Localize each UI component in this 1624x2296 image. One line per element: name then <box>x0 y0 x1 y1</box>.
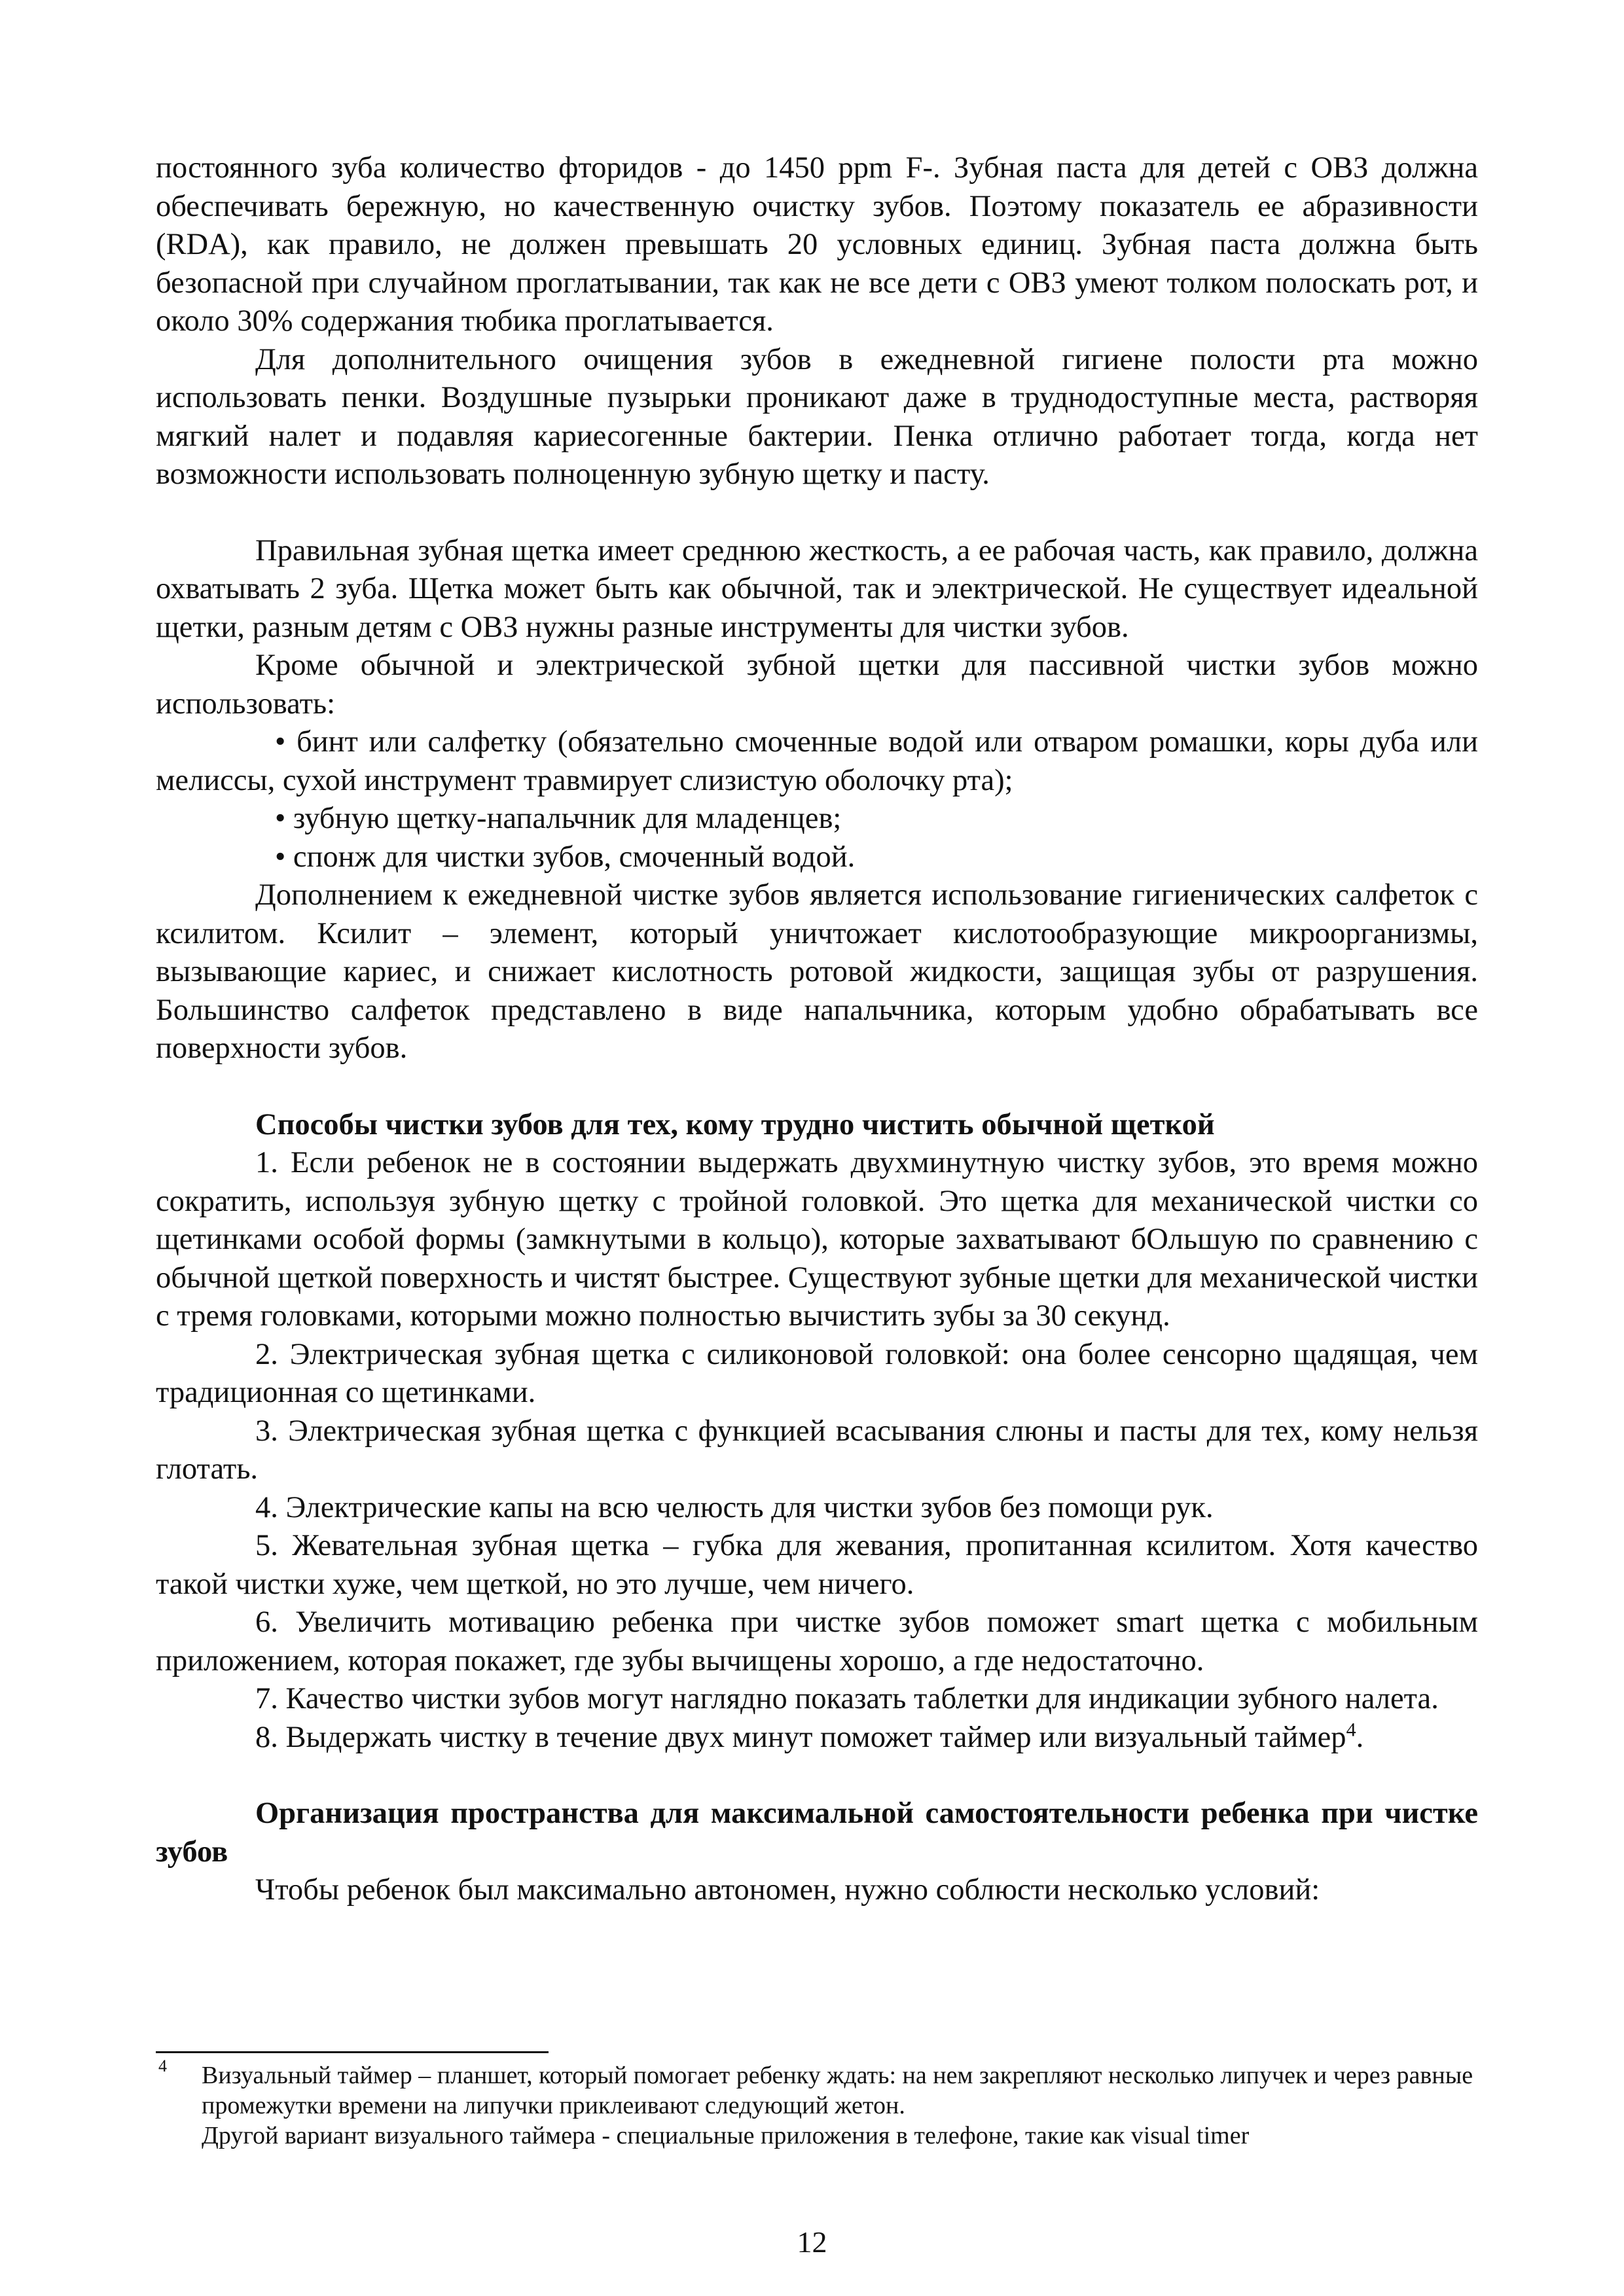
footnote-row <box>156 2056 1478 2121</box>
list-item: 4. Электрические капы на всю челюсть для чистки зубов без помощи рук. <box>255 1490 1214 1524</box>
list-item: 3. Электрическая зубная щетка с функцией всасывания слюны и пасты для тех, кому нельзя глотать. <box>156 1414 1478 1486</box>
spacer <box>156 494 1478 532</box>
bullet-finger-brush: • зубную щетку-напальчник для младенцев; <box>275 802 842 835</box>
page-body <box>156 149 1478 1910</box>
footnote <box>156 2056 1478 2151</box>
spacer <box>156 1757 1478 1795</box>
paragraph-passive-cleaning: Кроме обычной и электрической зубной щетки для пассивной чистки зубов можно использовать: <box>156 649 1478 721</box>
paragraph-foam: Для дополнительного очищения зубов в ежедневной гигиене полости рта можно использовать пенки. Воздушные пузырьки проникают даже в труднодоступные места, растворяя мягкий налет и подавляя кариесогенные бактерии. Пенка отлично работает тогда, когда нет возможности использовать полноценную зубную щетку и пасту. <box>156 342 1478 491</box>
paragraph-toothbrush: Правильная зубная щетка имеет среднюю жесткость, а ее рабочая часть, как правило, должна охватывать 2 зуба. Щетка может быть как обычной, так и электрической. Не существует идеальной щетки, разным детям с ОВЗ нужны разные инструменты для чистки зубов. <box>156 533 1478 644</box>
spacer <box>156 1068 1478 1106</box>
list-item-end: . <box>1356 1720 1364 1754</box>
list-item-text: 8. Выдержать чистку в течение двух минут поможет таймер или визуальный таймер <box>255 1720 1346 1754</box>
bullet-bandage: • бинт или салфетку (обязательно смоченные водой или отваром ромашки, коры дуба или мелиссы, сухой инструмент травмирует слизистую оболочку рта); <box>156 725 1478 797</box>
list-item: 5. Жевательная зубная щетка – губка для жевания, пропитанная ксилитом. Хотя качество такой чистки хуже, чем щеткой, но это лучше, чем ничего. <box>156 1529 1478 1601</box>
footnote-mark: 4 <box>158 2056 167 2075</box>
list-item: 7. Качество чистки зубов могут наглядно показать таблетки для индикации зубного налета. <box>255 1682 1439 1715</box>
bullet-sponge: • спонж для чистки зубов, смоченный водой. <box>275 840 856 874</box>
paragraph-conditions: Чтобы ребенок был максимально автономен, нужно соблюсти несколько условий: <box>255 1873 1320 1907</box>
list-item: 2. Электрическая зубная щетка с силиконовой головкой: она более сенсорно щадящая, чем традиционная со щетинками. <box>156 1337 1478 1409</box>
list-item: 1. Если ребенок не в состоянии выдержать двухминутную чистку зубов, это время можно сократить, используя зубную щетку с тройной головкой. Это щетка для механической чистки со щетинками особой формы (замкнутыми в кольцо), которые захватывают бОльшую по сравнению с обычной щеткой поверхность и чистят быстрее. Существуют зубные щетки для механической чистки с тремя головками, которыми можно полностью вычистить зубы за 30 секунд. <box>156 1146 1478 1333</box>
section-heading-cleaning-methods: Способы чистки зубов для тех, кому трудно чистить обычной щеткой <box>255 1107 1215 1141</box>
section-heading-space-organization: Организация пространства для максимальной самостоятельности ребенка при чистке зубов <box>156 1797 1478 1869</box>
list-item <box>156 1719 1478 1757</box>
footnote-text-continued: Другой вариант визуального таймера - специальные приложения в телефоне, такие как visual timer <box>202 2122 1250 2149</box>
paragraph-xylitol-wipes: Дополнением к ежедневной чистке зубов является использование гигиенических салфеток с ксилитом. Ксилит – элемент, который уничтожает кислотообразующие микроорганизмы, вызывающие кариес, и снижает кислотность ротовой жидкости, защищая зубы от разрушения. Большинство салфеток представлено в виде напальчника, которым удобно обрабатывать все поверхности зубов. <box>156 878 1478 1065</box>
list-item: 6. Увеличить мотивацию ребенка при чистке зубов поможет smart щетка с мобильным приложением, которая покажет, где зубы вычищены хорошо, а где недостаточно. <box>156 1605 1478 1677</box>
footnote-text: Визуальный таймер – планшет, который помогает ребенку ждать: на нем закрепляют несколько липучек и через равные промежутки времени на липучки приклеивают следующий жетон. <box>202 2062 1473 2119</box>
paragraph-toothpaste: постоянного зуба количество фторидов - до 1450 ppm F-. Зубная паста для детей с ОВЗ должна обеспечивать бережную, но качественную очистку зубов. Поэтому показатель ее абразивности (RDA), как правило, не должен превышать 20 условных единиц. Зубная паста должна быть безопасной при случайном проглатывании, так как не все дети с ОВЗ умеют толком полоскать рот, и около 30% содержания тюбика проглатывается. <box>156 151 1478 338</box>
page-number: 12 <box>797 2225 827 2259</box>
footnote-separator <box>156 2051 549 2053</box>
footnote-reference[interactable]: 4 <box>1346 1719 1356 1740</box>
